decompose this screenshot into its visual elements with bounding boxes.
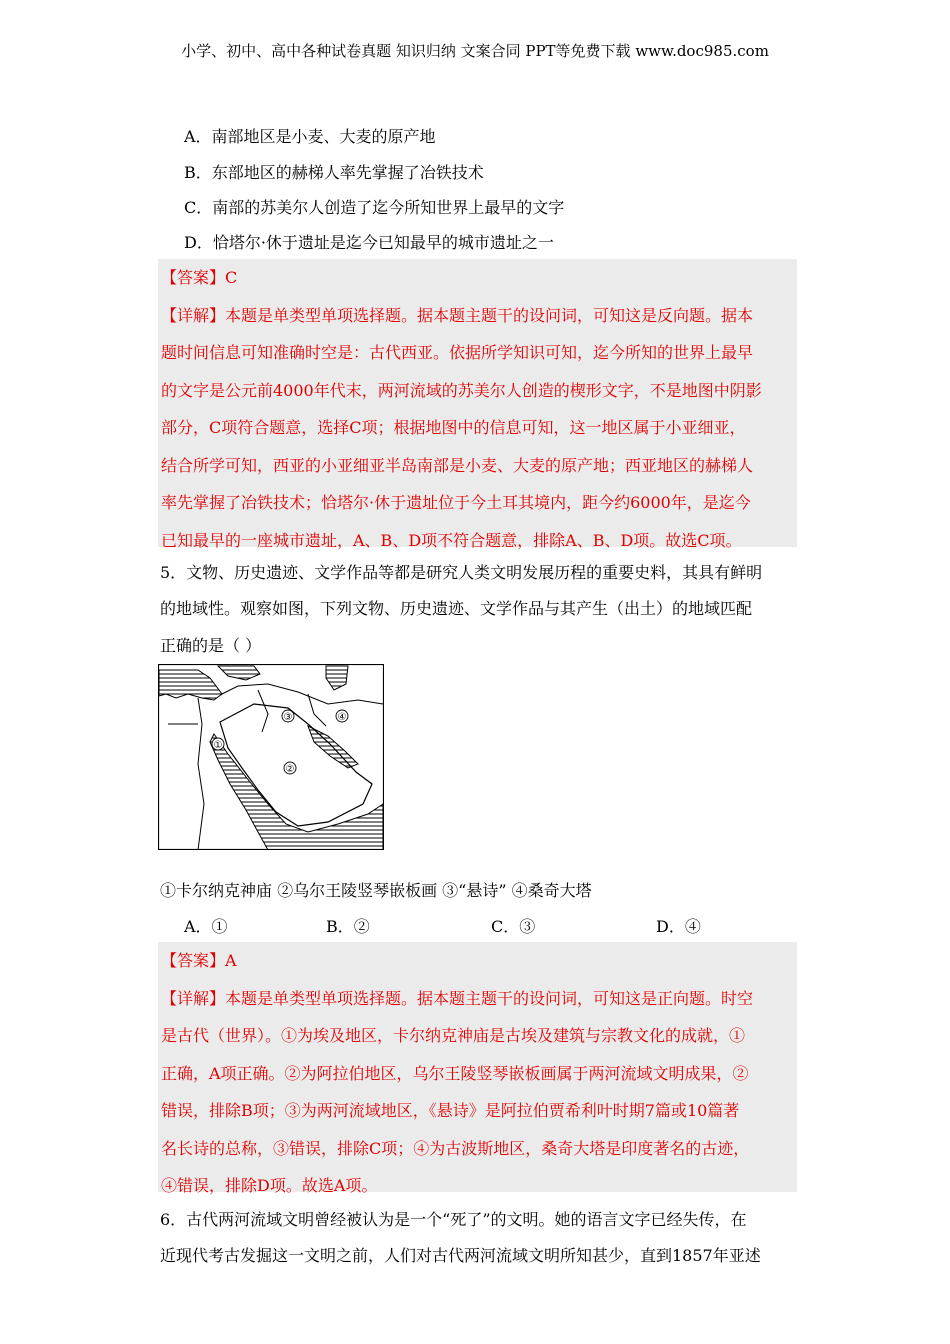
- q5-detail-line: 正确，A项正确。②为阿拉伯地区，乌尔王陵竖琴嵌板画属于两河流域文明成果，②: [161, 1063, 749, 1083]
- q5-choice-a: A．①: [184, 917, 228, 936]
- q5-legend: ①卡尔纳克神庙 ②乌尔王陵竖琴嵌板画 ③“悬诗” ④桑奇大塔: [160, 881, 592, 900]
- q5-detail-line: 是古代（世界）。①为埃及地区，卡尔纳克神庙是古埃及建筑与宗教文化的成就，①: [161, 1026, 746, 1045]
- q5-answer-block: [158, 942, 797, 1195]
- q4-detail-line: 题时间信息可知准确时空是：古代西亚。依据所学知识可知，迄今所知的世界上最早: [161, 343, 754, 362]
- q5-stem-line: 正确的是（ ）: [160, 636, 262, 655]
- q5-stem-line: 5．文物、历史遗迹、文学作品等都是研究人类文明发展历程的重要史料，其具有鲜明: [160, 563, 763, 582]
- q4-detail-line: 率先掌握了冶铁技术；恰塔尔·休于遗址位于今土耳其境内，距今约6000年，是迄今: [161, 493, 751, 512]
- q4-answer-block: [158, 259, 797, 550]
- q4-option-c: C．南部的苏美尔人创造了迄今所知世界上最早的文字: [184, 198, 565, 217]
- map-label-4: ④: [337, 712, 347, 723]
- q5-detail-line: 名长诗的总称，③错误，排除C项；④为古波斯地区，桑奇大塔是印度著名的古迹，: [161, 1138, 750, 1158]
- q4-detail-line: 部分，C项符合题意，选择C项；根据地图中的信息可知，这一地区属于小亚细亚，: [161, 418, 746, 437]
- q5-choice-c: C．③: [491, 917, 536, 936]
- map-label-3: ③: [283, 712, 293, 723]
- q4-detail-line: 结合所学可知，西亚的小亚细亚半岛南部是小麦、大麦的原产地；西亚地区的赫梯人: [161, 455, 754, 475]
- middle-east-map: [158, 664, 384, 850]
- map-label-1: ①: [213, 740, 223, 751]
- q5-choices: [184, 914, 701, 937]
- page-header: 小学、初中、高中各种试卷真题 知识归纳 文案合同 PPT等免费下载 www.doc985.com: [181, 42, 769, 60]
- q4-option-b: B．东部地区的赫梯人率先掌握了冶铁技术: [184, 163, 484, 182]
- q5-detail-line: 【详解】本题是单类型单项选择题。据本题主题干的设问词，可知这是正向题。时空: [161, 988, 754, 1008]
- q5-detail-line: ④错误，排除D项。故选A项。: [161, 1176, 378, 1195]
- q5-answer: 【答案】A: [161, 951, 237, 970]
- q4-detail-line: 已知最早的一座城市遗址，A、B、D项不符合题意，排除A、B、D项。故选C项。: [161, 530, 742, 550]
- q5-choice-b: B．②: [326, 917, 370, 936]
- map-label-2: ②: [285, 764, 295, 775]
- q6-stem-line: 近现代考古发掘这一文明之前，人们对古代两河流域文明所知甚少，直到1857年亚述: [160, 1246, 761, 1265]
- q4-option-d: D．恰塔尔·休于遗址是迄今已知最早的城市遗址之一: [184, 233, 554, 252]
- q5-detail-line: 错误，排除B项；③为两河流域地区，《悬诗》是阿拉伯贾希利叶时期7篇或10篇著: [161, 1101, 740, 1120]
- q4-detail-line: 的文字是公元前4000年代末，两河流域的苏美尔人创造的楔形文字，不是地图中阴影: [161, 380, 762, 400]
- q4-option-a: A．南部地区是小麦、大麦的原产地: [184, 127, 436, 146]
- q4-answer: 【答案】C: [161, 268, 238, 287]
- q5-choice-d: D．④: [656, 917, 701, 936]
- q5-stem-line: 的地域性。观察如图，下列文物、历史遗迹、文学作品与其产生（出土）的地域匹配: [160, 599, 753, 618]
- q6-stem-line: 6．古代两河流域文明曾经被认为是一个“死了”的文明。她的语言文字已经失传，在: [160, 1210, 747, 1229]
- q4-detail-line: 【详解】本题是单类型单项选择题。据本题主题干的设问词，可知这是反向题。据本: [161, 305, 754, 325]
